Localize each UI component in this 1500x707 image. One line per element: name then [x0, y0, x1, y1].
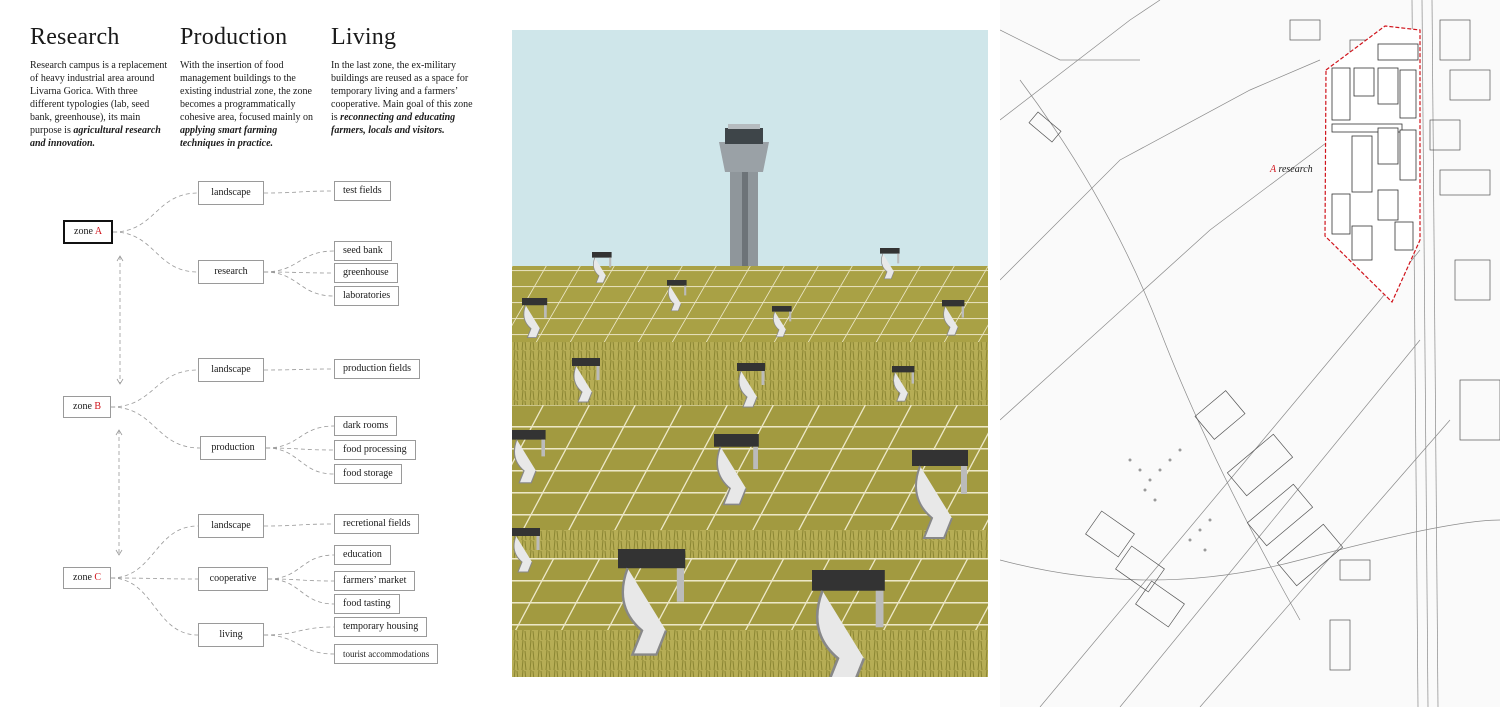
zone-letter: B [94, 401, 102, 412]
zone-diagram [0, 0, 510, 707]
category-box-living[interactable]: living [198, 623, 264, 647]
connector-zone-category [111, 578, 198, 635]
item-box-production-fields[interactable]: production fields [334, 359, 420, 379]
connector-category-item [266, 426, 334, 448]
connector-category-item [268, 579, 334, 604]
farm-collage [512, 30, 988, 677]
connector-zone-category [111, 370, 198, 407]
item-box-recretional-fields[interactable]: recretional fields [334, 514, 419, 534]
zone-box-b[interactable] [63, 396, 111, 418]
item-box-test-fields[interactable]: test fields [334, 181, 391, 201]
category-box-research[interactable]: research [198, 260, 264, 284]
connector-zone-category [111, 578, 198, 579]
crop-band-front [512, 630, 988, 677]
category-box-landscape[interactable]: landscape [198, 181, 264, 205]
zone-box-c[interactable] [63, 567, 111, 589]
zone-letter: A [94, 226, 103, 237]
connector-zone-category [113, 193, 198, 232]
item-box-farmers-market[interactable]: farmers’ market [334, 571, 415, 591]
heading-research: Research [30, 24, 120, 50]
zone-prefix: zone [74, 226, 93, 237]
item-box-dark-rooms[interactable]: dark rooms [334, 416, 397, 436]
category-box-landscape[interactable]: landscape [198, 514, 264, 538]
item-box-temporary-housing[interactable]: temporary housing [334, 617, 427, 637]
item-box-food-storage[interactable]: food storage [334, 464, 402, 484]
field-middle [512, 405, 988, 535]
connector-category-item [264, 627, 334, 635]
site-map [1000, 0, 1500, 707]
category-box-production[interactable]: production [200, 436, 266, 460]
zone-letter: C [94, 572, 102, 583]
map-label-research: A research [1270, 164, 1313, 175]
connector-category-item [264, 635, 334, 654]
heading-production: Production [180, 24, 288, 50]
connector-zone-category [111, 407, 200, 448]
item-box-food-processing[interactable]: food processing [334, 440, 416, 460]
connector-category-item [264, 272, 334, 296]
connector-category-item [264, 251, 334, 272]
connector-category-item [264, 369, 334, 370]
field-upper [512, 266, 988, 346]
heading-living: Living [331, 24, 397, 50]
item-box-education[interactable]: education [334, 545, 391, 565]
connector-zone-category [113, 232, 198, 272]
connector-category-item [264, 191, 334, 193]
item-box-greenhouse[interactable]: greenhouse [334, 263, 398, 283]
zone-prefix: zone [73, 572, 92, 583]
description-research: Research campus is a replacement of heavy industrial area around Livarna Gorica. With three different typologies (lab, seed bank, greenhouse), its main purpose is agricultural research and innovation. [30, 60, 168, 149]
connector-zone-category [111, 526, 198, 578]
category-box-landscape[interactable]: landscape [198, 358, 264, 382]
connector-category-item [268, 555, 334, 579]
zone-box-a[interactable] [63, 220, 113, 244]
item-box-seed-bank[interactable]: seed bank [334, 241, 392, 261]
item-box-tourist-accommodations[interactable]: tourist accommodations [334, 644, 438, 664]
category-box-cooperative[interactable]: cooperative [198, 567, 268, 591]
item-box-laboratories[interactable]: laboratories [334, 286, 399, 306]
description-production: With the insertion of food management buildings to the existing industrial zone, the zone becomes a programmatically cohesive area, focused mainly on applying smart farming techniques in practice. [180, 60, 314, 149]
item-box-food-tasting[interactable]: food tasting [334, 594, 400, 614]
connector-category-item [266, 448, 334, 474]
crop-band-lower [512, 530, 988, 560]
description-living: In the last zone, the ex-military buildings are reused as a space for temporary living and a farmers’ cooperative. Main goal of this zone is reconnecting and educating farmers, locals and visitors. [331, 60, 473, 136]
zone-prefix: zone [73, 401, 92, 412]
connector-category-item [264, 524, 334, 526]
